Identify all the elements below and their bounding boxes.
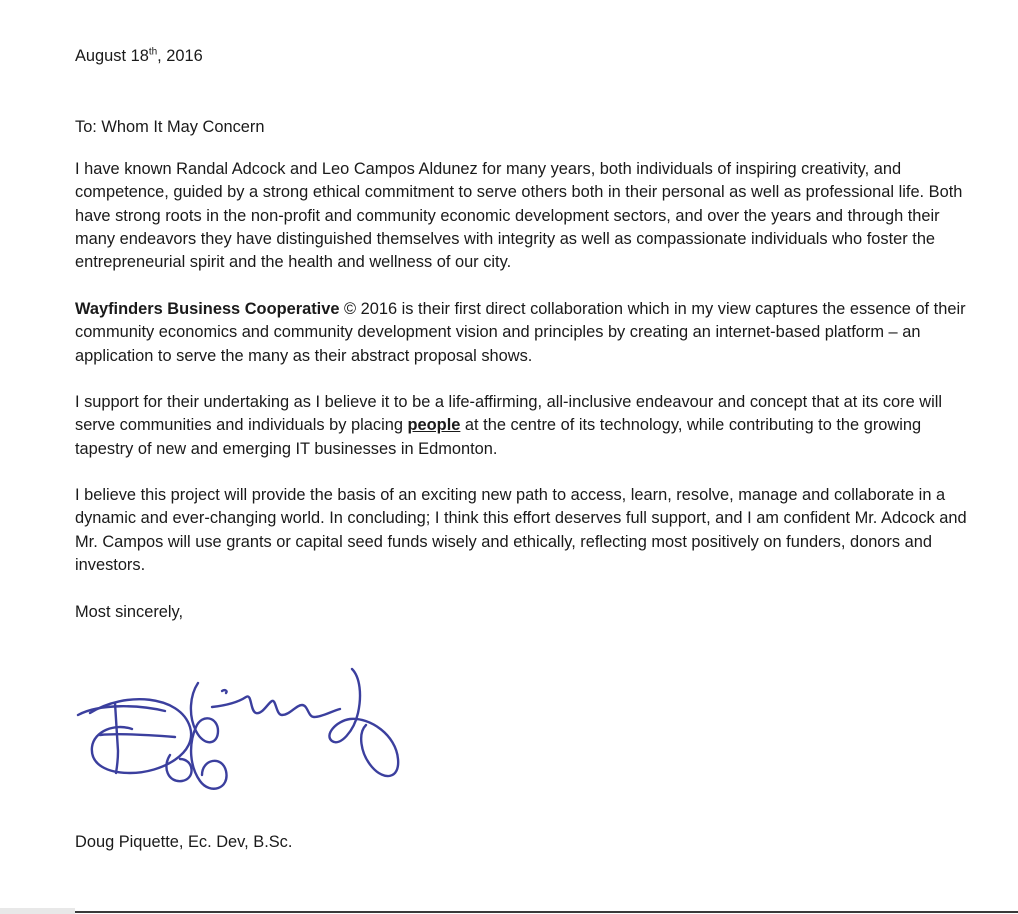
signer-name: Doug Piquette, Ec. Dev, B.Sc. [75, 833, 293, 851]
paragraph-support [75, 391, 980, 461]
project-name: Wayfinders Business Cooperative [75, 300, 340, 318]
project-description: © 2016 is their first direct collaboration which in my view captures the essence of their community economics and community development vision and principles by creating an internet-based platform – an application to serve the many as their abstract proposal shows. [75, 300, 966, 365]
support-text-before: I support for their undertaking as I believe it to be a life-affirming, all-inclusive endeavour and concept that at its core will serve communities and individuals by placing [75, 393, 943, 435]
letter-date [75, 45, 980, 68]
page-bottom-rule [75, 911, 1018, 913]
paragraph-introduction: I have known Randal Adcock and Leo Campos Aldunez for many years, both individuals of inspiring creativity, and competence, guided by a strong ethical commitment to serve others both in their personal as well as professional life. Both have strong roots in the non-profit and community economic development sectors, and over the years and through their many endeavors they have distinguished themselves with integrity as well as compassionate individuals who foster the entrepreneurial spirit and the health and wellness of our city. [75, 160, 963, 272]
paragraph-project [75, 298, 980, 368]
handwritten-signature [70, 655, 410, 800]
salutation: To: Whom It May Concern [75, 118, 265, 136]
date-main: August 18 [75, 47, 149, 65]
paragraph-conclusion: I believe this project will provide the basis of an exciting new path to access, learn, resolve, manage and collaborate in a dynamic and ever-changing world. In concluding; I think this effort deserves full support, and I am confident Mr. Adcock and Mr. Campos will use grants or capital seed funds wisely and ethically, reflecting most positively on funders, donors and investors. [75, 486, 967, 574]
emphasis-people: people [407, 416, 461, 435]
date-year: , 2016 [157, 47, 203, 65]
closing: Most sincerely, [75, 603, 184, 621]
page-edge-shadow [0, 908, 75, 914]
signature-strokes [78, 669, 398, 789]
support-text-after: at the centre of its technology, while contributing to the growing tapestry of new and emerging IT businesses in Edmonton. [75, 416, 922, 458]
date-suffix: th [148, 46, 158, 58]
